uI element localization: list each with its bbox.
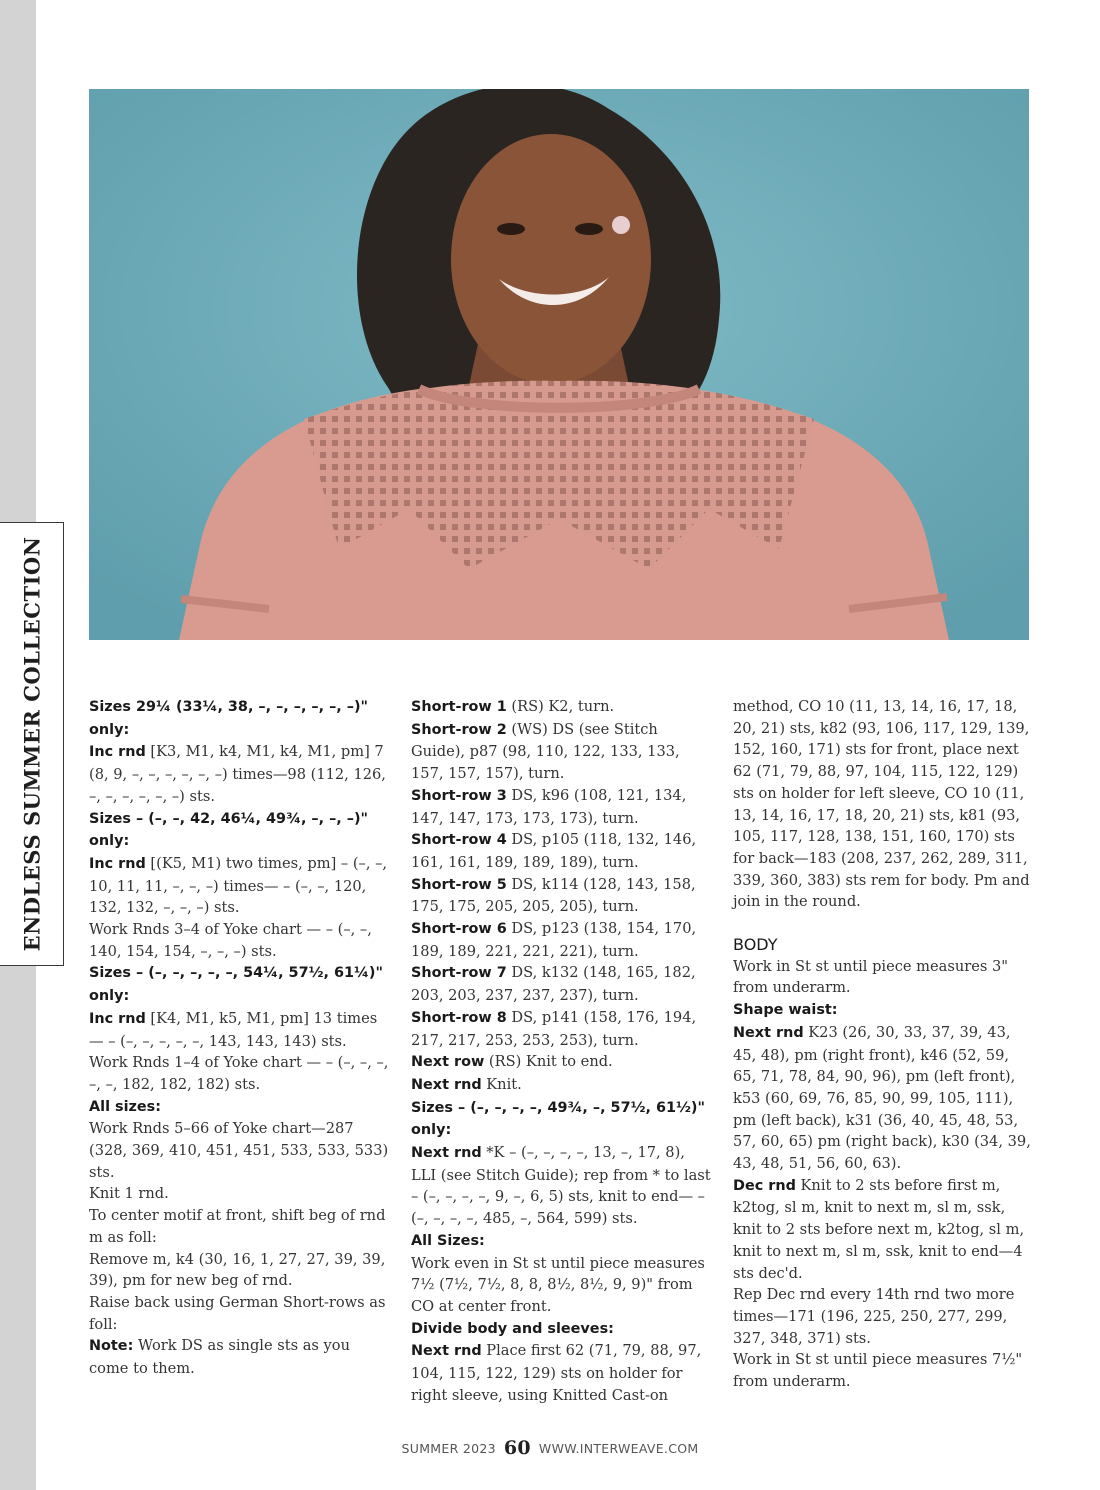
step-text: To center motif at front, shift beg of rnd m as foll: bbox=[89, 1207, 386, 1246]
step-label: Next rnd bbox=[411, 1343, 482, 1360]
step-label: Next rnd bbox=[411, 1076, 482, 1093]
step-text: [(K5, M1) two times, pm] – (–, –, 10, 11, 11, –, –, –) times— – (–, –, 120, 132, 132, –, –, –) sts. bbox=[89, 854, 388, 917]
size-heading: Sizes 29¼ (33¼, 38, –, –, –, –, –, –)" only: bbox=[89, 699, 369, 738]
step-text: DS, p141 (158, 176, 194, 217, 217, 253, 253, 253), turn. bbox=[411, 1008, 697, 1049]
step-label: Next row bbox=[411, 1054, 485, 1071]
step-text: Knit. bbox=[481, 1075, 522, 1093]
website-link[interactable]: WWW.INTERWEAVE.COM bbox=[538, 1441, 699, 1456]
step-text: DS, k132 (148, 165, 182, 203, 203, 237, 237, 237), turn. bbox=[411, 964, 696, 1005]
column-2 bbox=[411, 696, 711, 1407]
size-heading: Sizes – (–, –, –, –, 49¾, –, 57½, 61½)" only: bbox=[411, 1099, 705, 1139]
step-text: *K – (–, –, –, –, 13, –, 17, 8), LLI (see Stitch Guide); rep from * to last – (–, –, –, –, 9, –, 6, 5) sts, knit to end— – (–, –, –, –, 485, –, 564, 599) sts. bbox=[411, 1144, 711, 1228]
size-heading: Sizes – (–, –, –, –, –, 54¼, 57½, 61¼)" only: bbox=[89, 965, 383, 1005]
step-text: Work in St st until piece measures 3" from underarm. bbox=[733, 957, 1008, 997]
step-label: Short-row 1 bbox=[411, 699, 507, 715]
column-1 bbox=[89, 696, 389, 1380]
step-label: Short-row 8 bbox=[411, 1009, 507, 1026]
step-text: [K3, M1, k4, M1, k4, M1, pm] 7 (8, 9, –, –, –, –, –, –) times—98 (112, 126, –, –, –, –, –, –) sts. bbox=[89, 743, 386, 805]
model-photo bbox=[89, 89, 1029, 640]
page-footer bbox=[0, 1436, 1100, 1458]
step-label: Short-row 3 bbox=[411, 787, 507, 804]
step-label: Inc rnd bbox=[89, 1010, 146, 1027]
step-text: (RS) K2, turn. bbox=[506, 698, 615, 715]
size-heading: Sizes – (–, –, 42, 46¼, 49¾, –, –, –)" only: bbox=[89, 810, 369, 850]
step-text: DS, p105 (118, 132, 146, 161, 161, 189, 189, 189), turn. bbox=[411, 831, 697, 871]
step-label: Inc rnd bbox=[89, 855, 146, 872]
step-text: Knit to 2 sts before first m, k2tog, sl m, knit to next m, sl m, ssk, knit to 2 sts before next m, k2tog, sl m, knit to next m, sl m, ssk, knit to end—4 sts dec'd. bbox=[733, 1176, 1025, 1282]
step-label: Next rnd bbox=[411, 1145, 482, 1162]
step-label: Inc rnd bbox=[89, 744, 146, 761]
step-text: Raise back using German Short-rows as foll: bbox=[89, 1293, 386, 1333]
step-text: Work DS as single sts as you come to them. bbox=[89, 1337, 350, 1378]
step-text: Work Rnds 3–4 of Yoke chart — – (–, –, 140, 154, 154, –, –, –) sts. bbox=[89, 921, 372, 960]
step-text: K23 (26, 30, 33, 37, 39, 43, 45, 48), pm (right front), k46 (52, 59, 65, 71, 78, 84, 90, 96), pm (left front), k53 (60, 69, 76, 85, 90, 99, 105, 111), pm (left back), k31 (36, 40, 45, 48, 53, 57, 60, 65) pm (right back), k30 (34, 39, 43, 48, 51, 56, 60, 63). bbox=[733, 1023, 1031, 1173]
step-text: DS, k114 (128, 143, 158, 175, 175, 205, 205, 205), turn. bbox=[411, 875, 696, 916]
step-text: Place first 62 (71, 79, 88, 97, 104, 115, 122, 129) sts on holder for right sleeve, using Knitted Cast-on bbox=[411, 1342, 702, 1404]
step-label: Short-row 6 bbox=[411, 921, 507, 938]
step-label: Short-row 2 bbox=[411, 721, 507, 738]
subsection-heading: Divide body and sleeves: bbox=[411, 1320, 614, 1337]
step-text: (RS) Knit to end. bbox=[484, 1053, 613, 1071]
step-text: [K4, M1, k5, M1, pm] 13 times— – (–, –, –, –, –, 143, 143, 143) sts. bbox=[89, 1009, 378, 1050]
step-text: Work Rnds 1–4 of Yoke chart — – (–, –, –, –, –, 182, 182, 182) sts. bbox=[89, 1054, 389, 1093]
step-label: Next rnd bbox=[733, 1024, 804, 1041]
step-label: Short-row 5 bbox=[411, 876, 507, 893]
size-heading: All sizes: bbox=[89, 1098, 161, 1115]
step-label: Short-row 7 bbox=[411, 965, 507, 982]
step-text: Work even in St st until piece measures 7½ (7½, 7½, 8, 8, 8½, 8½, 9, 9)" from CO at center front. bbox=[411, 1254, 705, 1315]
section-heading-body: BODY bbox=[733, 935, 778, 955]
step-text: Work Rnds 5–66 of Yoke chart—287 (328, 369, 410, 451, 451, 533, 533, 533) sts. bbox=[89, 1120, 389, 1181]
step-label: Short-row 4 bbox=[411, 832, 507, 849]
step-text: DS, p123 (138, 154, 170, 189, 189, 221, 221, 221), turn. bbox=[411, 920, 697, 960]
section-label: ENDLESS SUMMER COLLECTION bbox=[19, 536, 45, 952]
step-text: method, CO 10 (11, 13, 14, 16, 17, 18, 20, 21) sts, k82 (93, 106, 117, 129, 139, 152, 160, 171) sts for front, place next 62 (71, 79, 88, 97, 104, 115, 122, 129) sts on holder for left sleeve, CO 10 (11, 13, 14, 16, 17, 18, 20, 21) sts, k81 (93, 105, 117, 128, 138, 151, 160, 170) sts for back—183 (208, 237, 262, 289, 311, 339, 360, 383) sts rem for body. Pm and join in the round. bbox=[733, 698, 1030, 911]
column-3 bbox=[733, 696, 1033, 1393]
step-text: (WS) DS (see Stitch Guide), p87 (98, 110, 122, 133, 133, 157, 157, 157), turn. bbox=[411, 720, 680, 783]
step-text: Rep Dec rnd every 14th rnd two more times—171 (196, 225, 250, 277, 299, 327, 348, 371) sts. bbox=[733, 1286, 1015, 1347]
step-label: Dec rnd bbox=[733, 1177, 796, 1194]
step-text: DS, k96 (108, 121, 134, 147, 147, 173, 173, 173), turn. bbox=[411, 786, 687, 827]
step-text: Remove m, k4 (30, 16, 1, 27, 27, 39, 39, 39), pm for new beg of rnd. bbox=[89, 1250, 386, 1290]
size-heading: All Sizes: bbox=[411, 1232, 485, 1249]
subsection-heading: Shape waist: bbox=[733, 1002, 838, 1019]
step-text: Knit 1 rnd. bbox=[89, 1185, 169, 1203]
step-text: Work in St st until piece measures 7½" from underarm. bbox=[733, 1351, 1023, 1391]
page-number: 60 bbox=[503, 1437, 531, 1459]
step-label: Note: bbox=[89, 1338, 134, 1355]
issue-label: SUMMER 2023 bbox=[401, 1441, 496, 1456]
